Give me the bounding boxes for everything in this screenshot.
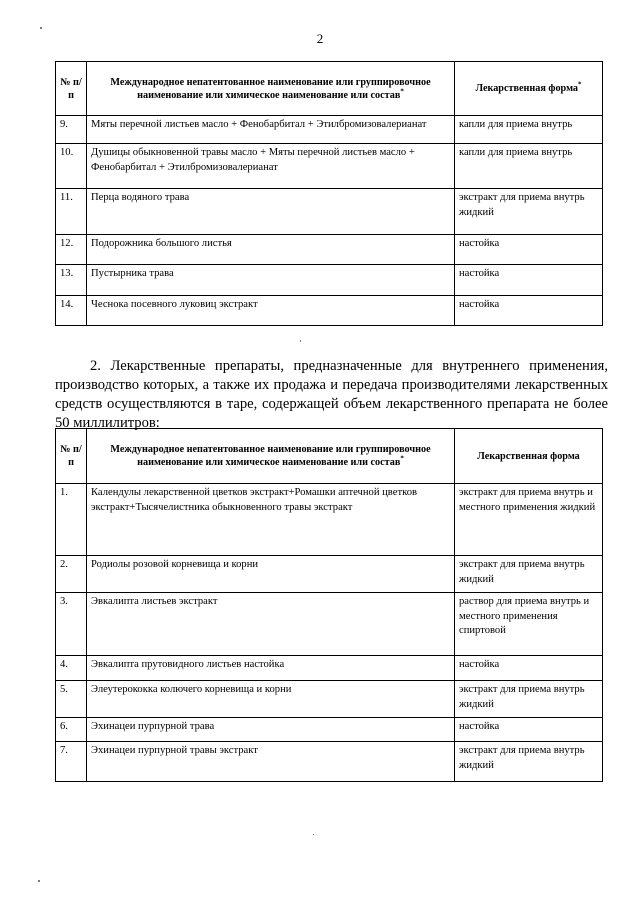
row-name: Чеснока посевного луковиц экстракт — [87, 296, 455, 326]
row-name: Эвкалипта прутовидного листьев настойка — [87, 656, 455, 681]
row-name: Подорожника большого листья — [87, 235, 455, 265]
header-number: № п/п — [56, 429, 87, 484]
row-number: 6. — [56, 718, 87, 742]
row-number: 11. — [56, 189, 87, 235]
table-row — [56, 656, 603, 681]
row-form: настойка — [455, 718, 603, 742]
table-row — [56, 265, 603, 296]
row-form: экстракт для приема внутрь жидкий — [455, 556, 603, 593]
row-form: экстракт для приема внутрь жидкий — [455, 742, 603, 782]
drug-table-1 — [55, 61, 603, 326]
row-name: Эхинацеи пурпурной трава — [87, 718, 455, 742]
scan-speck — [38, 880, 40, 882]
row-name: Родиолы розовой корневища и корни — [87, 556, 455, 593]
table-row — [56, 556, 603, 593]
row-number: 1. — [56, 484, 87, 556]
row-name: Элеутерококка колючего корневища и корни — [87, 681, 455, 718]
section-2-paragraph: 2. Лекарственные препараты, предназначенные для внутреннего применения, производство которых, а также их продажа и передача производителями лекарственных средств осуществляются в таре, содержащей объем лекарственного препарата не более 50 миллилитров: — [55, 357, 608, 431]
row-number: 14. — [56, 296, 87, 326]
table-row — [56, 235, 603, 265]
header-form: Лекарственная форма* — [455, 62, 603, 116]
drug-table-2 — [55, 428, 603, 782]
row-form: настойка — [455, 296, 603, 326]
header-number: № п/п — [56, 62, 87, 116]
row-form: экстракт для приема внутрь и местного применения жидкий — [455, 484, 603, 556]
scan-speck — [300, 340, 301, 342]
table-header-row — [56, 62, 603, 116]
page-number: 2 — [316, 31, 324, 46]
row-number: 10. — [56, 144, 87, 189]
row-form: настойка — [455, 656, 603, 681]
row-form: капли для приема внутрь — [455, 116, 603, 144]
row-name: Эхинацеи пурпурной травы экстракт — [87, 742, 455, 782]
row-number: 4. — [56, 656, 87, 681]
row-number: 9. — [56, 116, 87, 144]
row-number: 12. — [56, 235, 87, 265]
table-row — [56, 484, 603, 556]
row-form: раствор для приема внутрь и местного применения спиртовой — [455, 593, 603, 656]
row-number: 13. — [56, 265, 87, 296]
table-row — [56, 116, 603, 144]
row-form: капли для приема внутрь — [455, 144, 603, 189]
table-row — [56, 296, 603, 326]
table-row — [56, 593, 603, 656]
row-form: настойка — [455, 235, 603, 265]
row-number: 5. — [56, 681, 87, 718]
row-name: Пустырника трава — [87, 265, 455, 296]
row-name: Перца водяного трава — [87, 189, 455, 235]
row-name: Эвкалипта листьев экстракт — [87, 593, 455, 656]
row-name: Душицы обыкновенной травы масло + Мяты перечной листьев масло + Фенобарбитал + Этилбромизовалерианат — [87, 144, 455, 189]
row-number: 7. — [56, 742, 87, 782]
row-form: экстракт для приема внутрь жидкий — [455, 681, 603, 718]
table-header-row — [56, 429, 603, 484]
row-number: 2. — [56, 556, 87, 593]
row-form: экстракт для приема внутрь жидкий — [455, 189, 603, 235]
header-name: Международное непатентованное наименование или группировочное наименование или химическое наименование или состав* — [87, 62, 455, 116]
scan-speck — [313, 834, 314, 835]
header-name: Международное непатентованное наименование или группировочное наименование или химическое наименование или состав* — [87, 429, 455, 484]
table-row — [56, 742, 603, 782]
row-name: Мяты перечной листьев масло + Фенобарбитал + Этилбромизовалерианат — [87, 116, 455, 144]
header-form: Лекарственная форма — [455, 429, 603, 484]
scan-speck — [40, 27, 42, 29]
table-row — [56, 718, 603, 742]
row-number: 3. — [56, 593, 87, 656]
table-row — [56, 189, 603, 235]
row-form: настойка — [455, 265, 603, 296]
table-row — [56, 144, 603, 189]
row-name: Календулы лекарственной цветков экстракт+Ромашки аптечной цветков экстракт+Тысячелистника обыкновенного травы экстракт — [87, 484, 455, 556]
table-row — [56, 681, 603, 718]
